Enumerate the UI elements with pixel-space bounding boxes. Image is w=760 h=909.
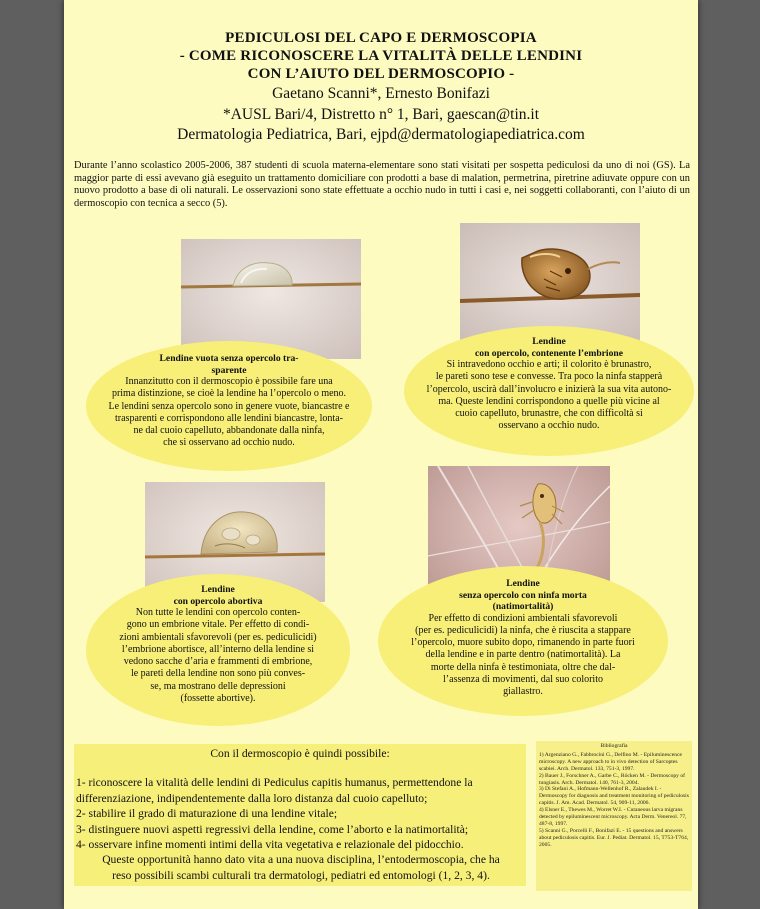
summary-heading: Con il dermoscopio è quindi possibile: [210, 747, 390, 760]
text-line: gono un embrione vitale. Per effetto di condi- [126, 619, 310, 631]
authors: Gaetano Scanni*, Ernesto Bonifazi [272, 85, 490, 102]
text-line: prima distinzione, se cioè la lendine ha l’opercolo o meno. [111, 388, 347, 400]
summary-line: 1- riconoscere la vitalità delle lendini di Pediculus capitis humanus, permettendone la [76, 776, 473, 790]
text-line: Per effetto di condizioni ambientali sfavorevoli [428, 612, 618, 624]
text-line: le pareti sono tese e convesse. Tra poco la ninfa stapperà [435, 371, 663, 383]
caption-line: Lendine vuota senza opercolo tra- [159, 353, 299, 364]
text-line: (per es. pediculicidi) la ninfa, che è riuscita a stappare [415, 624, 631, 636]
panel-2-caption [420, 336, 678, 359]
caption-line: Lendine [201, 584, 235, 595]
panel-1-caption [104, 353, 354, 376]
caption-line: (natimortalità) [492, 601, 554, 612]
text-line: trasparenti e corrispondono alle lendini biancastre, lonta- [115, 412, 343, 424]
summary-line: differenziazione, indipendentemente dalla loro distanza dal cuoio capelluto; [76, 791, 428, 805]
text-line: se, ma mostrano delle depressioni [150, 680, 286, 692]
text-line: le pareti della lendine non sono più conves- [130, 668, 306, 680]
text-line: l’embrione abortisce, all’interno della lendine si [121, 643, 315, 655]
caption-line: Lendine [532, 336, 566, 347]
text-line: zioni ambientali sfavorevoli (per es. pediculicidi) [119, 631, 317, 643]
text-line: morte della ninfa è testimoniata, oltre che dal- [430, 661, 616, 673]
text-line: Le lendini senza opercolo sono in genere vuote, biancastre e [108, 400, 350, 412]
text-line: Innanzitutto con il dermoscopio è possibile fare una [125, 376, 333, 387]
bibliography-heading: Bibliografia [600, 743, 628, 749]
affiliation: *AUSL Bari/4, Distretto n° 1, Bari, gaescan@tin.it [222, 106, 540, 123]
summary-line: Queste opportunità hanno dato vita a una nuova disciplina, l’entodermoscopia, che ha [102, 853, 500, 867]
caption-line: sparente [211, 364, 247, 376]
summary-line: 2- stabilire il grado di maturazione di una lendine vitale; [76, 807, 338, 821]
caption-line: con opercolo, contenente l’embrione [475, 347, 623, 359]
panel-2-text [420, 359, 678, 433]
bibliography-entry: 5) Scanni G., Porcelli F., Bonifazi E. - 15 questions and answers about pediculosis capitis. Eur. J. Pediat. Dermatol. 15, T753-T764, 2005. [539, 827, 689, 848]
panel-3-caption [98, 584, 338, 607]
text-line: l’opercolo, muore subito dopo, rimanendo in parte fuori [411, 637, 635, 649]
text-line: l’opercolo, uscirà dall’involucro e inizierà la sua vita autono- [426, 383, 672, 395]
bibliography [536, 741, 692, 891]
text-line: l’assenza di movimenti, dal suo colorito [443, 673, 603, 685]
text-line: (fossette abortive). [180, 693, 256, 705]
caption-line: con opercolo abortiva [173, 595, 263, 607]
panel-4-caption [394, 578, 652, 613]
summary-line: 4- osservare infine momenti intimi della vita vegetativa e relazionale del pidocchio. [76, 838, 464, 852]
panel-3-oval [86, 574, 350, 726]
text-line: Non tutte le lendini con opercolo conten- [135, 607, 301, 618]
caption-line: senza opercolo con ninfa morta [459, 589, 587, 601]
text-line: ne dal cuoio capelluto, abbandonate dalla ninfa, [133, 425, 325, 437]
title-line-2: - COME RICONOSCERE LA VITALITÀ DELLE LENDINI [179, 48, 583, 64]
text-line: che si osservano ad occhio nudo. [163, 437, 295, 449]
bibliography-entry: 4) Elsner E., Thewes M., Worret W.I. - Cutaneous larva migrans detected by epiluminescent microscopy. Acta Derm. Venereol. 77, 487-8, 1997. [539, 807, 687, 827]
poster [64, 0, 698, 909]
intro-paragraph: Durante l’anno scolastico 2005-2006, 387 studenti di scuola materna-elementare sono stati visitati per sospetta pediculosi da uno di noi (GS). La maggior parte di essi avevano già eseguito un trattamento domiciliare con prodotti a base di malation, permetrina, piretrine adiuvate oppure con un nuovo prodotto a base di oli naturali. Le osservazioni sono state effettuate a occhio nudo in tutti i casi e, nei soggetti collaboranti, con l’aiuto di un dermoscopio con tecnica a secco (5). [74, 160, 690, 209]
text-line: ma. Queste lendini corrispondono a quelle più vicine al [438, 395, 660, 407]
text-line: vedono sacche d’aria e frammenti di embrione, [123, 656, 313, 668]
panel-1-oval [86, 341, 372, 471]
text-line: della lendine e in parte dentro (natimortalità). La [425, 649, 621, 661]
panel-4-oval [378, 566, 668, 716]
panel-2-oval [404, 326, 694, 456]
text-line: cuoio capelluto, brunastre, che con difficoltà si [455, 408, 643, 420]
summary-box [74, 744, 526, 886]
panel-3-text [98, 607, 338, 705]
contact: Dermatologia Pediatrica, Bari, ejpd@dermatologiapediatrica.com [177, 126, 585, 143]
title-line-3: CON L’AIUTO DEL DERMOSCOPIO - [247, 66, 515, 82]
bibliography-entry: 3) Di Stefani A., Hofmann-Wellenhof R., Zalaudek I. - Dermoscopy for diagnosis and treatment monitoring of pediculosis capitis. J. Am. Acad. Dermatol. 54, 909-11, 2006. [539, 786, 689, 807]
summary-line: 3- distinguere nuovi aspetti regressivi della lendine, come l’aborto e la natimortalità; [76, 822, 469, 836]
text-line: giallastro. [503, 686, 543, 698]
photo-embryo-nit [460, 223, 640, 343]
summary-points [74, 775, 526, 883]
bibliography-entry: 2) Bauer J., Forschner A., Garbe C., Röcken M. - Dermoscopy of tungiasis. Arch. Dermatol. 140, 761-3, 2004. [539, 772, 686, 786]
text-line: Si intravedono occhio e arti; il colorito è brunastro, [446, 359, 652, 370]
panel-1-text [104, 376, 354, 450]
panel-4-text [394, 613, 652, 699]
title-line-1: PEDICULOSI DEL CAPO E DERMOSCOPIA [225, 30, 537, 46]
bibliography-entry: 1) Argenziano G., Fabbrocini G., Delfino M. - Epiluminescence microscopy. A new approach to in vivo detection of Sarcoptes scabiei. Arch. Dermatol. 133, 751-3, 1997. [539, 751, 682, 772]
caption-line: Lendine [506, 578, 540, 589]
summary-line: reso possibili scambi culturali tra dermatologi, pediatri ed entomologi (1, 2, 3, 4). [112, 868, 490, 882]
text-line: osservano a occhio nudo. [498, 420, 600, 432]
